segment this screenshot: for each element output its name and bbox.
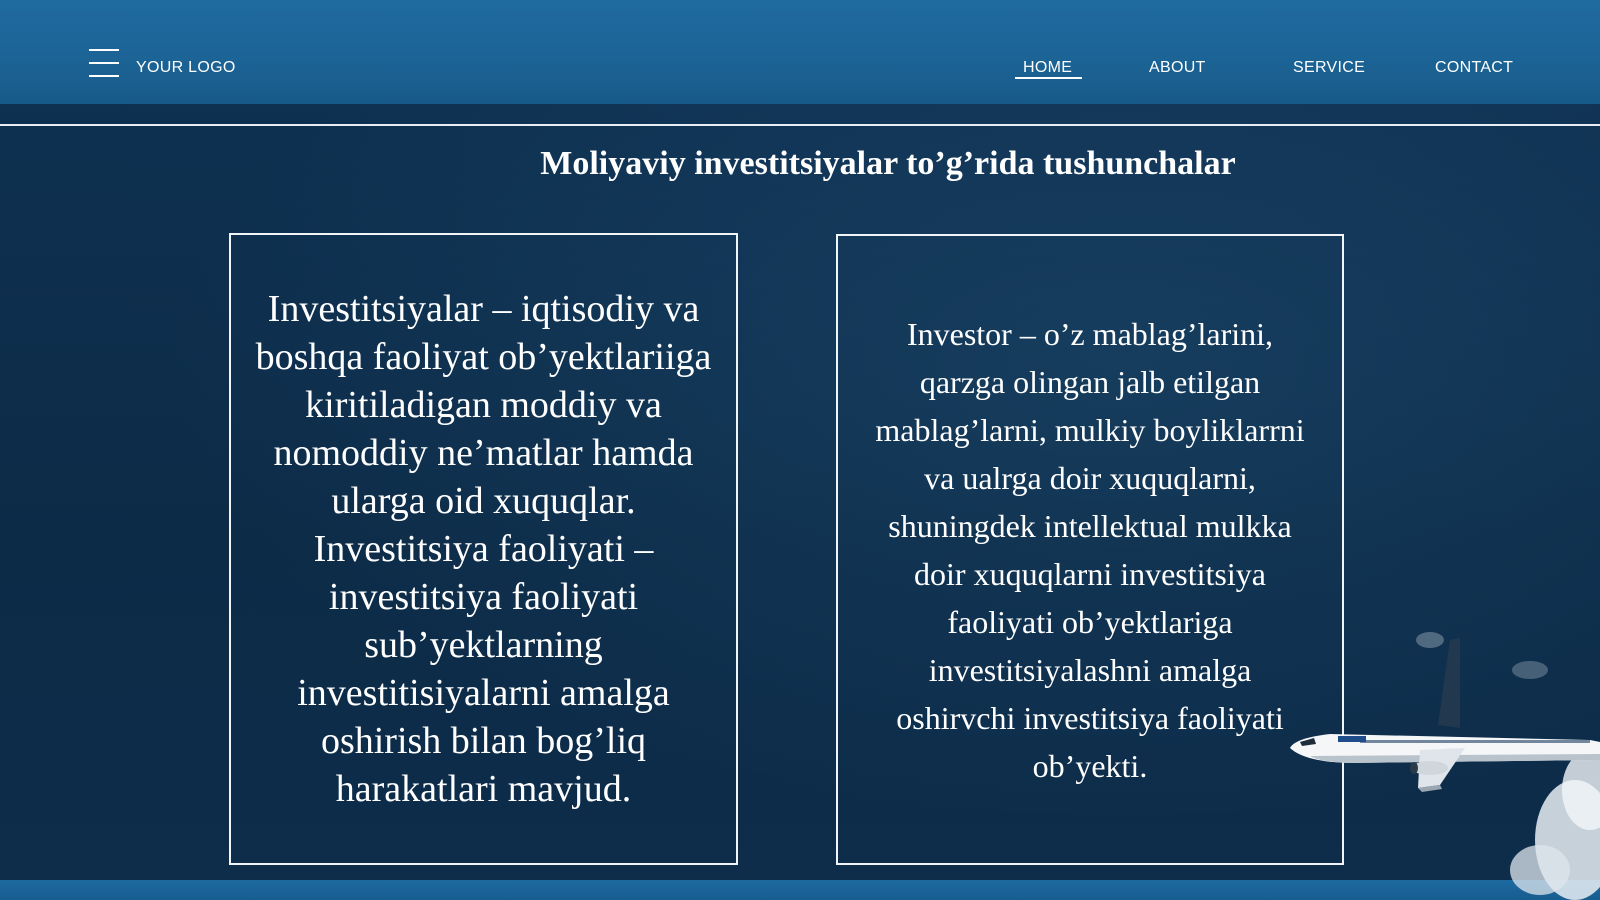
definition-card-investor: [836, 234, 1344, 865]
nav-active-underline: [1015, 77, 1082, 79]
page-title: Moliyaviy investitsiyalar to’g’rida tushunchalar: [540, 145, 1236, 182]
header-divider: [0, 124, 1600, 126]
nav-link-about[interactable]: ABOUT: [1149, 59, 1206, 76]
nav-link-home[interactable]: HOME: [1023, 59, 1073, 76]
hamburger-menu-icon[interactable]: [89, 49, 119, 77]
definition-card-investor-text: [872, 310, 1308, 790]
definition-card-investments: [229, 233, 738, 865]
airplane-image: [1290, 620, 1600, 900]
nav-link-service[interactable]: SERVICE: [1293, 59, 1366, 76]
top-header-bar: [0, 0, 1600, 104]
investor-definition: Investor – o’z mablag’larini, qarzga olingan jalb etilgan mablag’larni, mulkiy boyliklarrni va ualrga doir xuquqlarni, shuningdek intellektual mulkka doir xuquqlarni investitsiya faoliyati ob’yektlariga investitsiyalashni amalga oshirvchi investitsiya faoliyati ob’yekti.: [875, 315, 1305, 784]
definition-card-investments-text: [249, 285, 718, 813]
investment-activity-definition: Investitsiya faoliyati – investitsiya faoliyati sub’yektlarning investitisiyalarni amalga oshirish bilan bog’liq harakatlari mavjud.: [297, 528, 670, 810]
logo-text[interactable]: YOUR LOGO: [136, 59, 236, 76]
nav-link-contact[interactable]: CONTACT: [1435, 59, 1514, 76]
investments-definition: Investitsiyalar – iqtisodiy va boshqa faoliyat ob’yektlariiga kiritiladigan moddiy va nomoddiy ne’matlar hamda ularga oid xuquqlar.: [255, 288, 712, 522]
